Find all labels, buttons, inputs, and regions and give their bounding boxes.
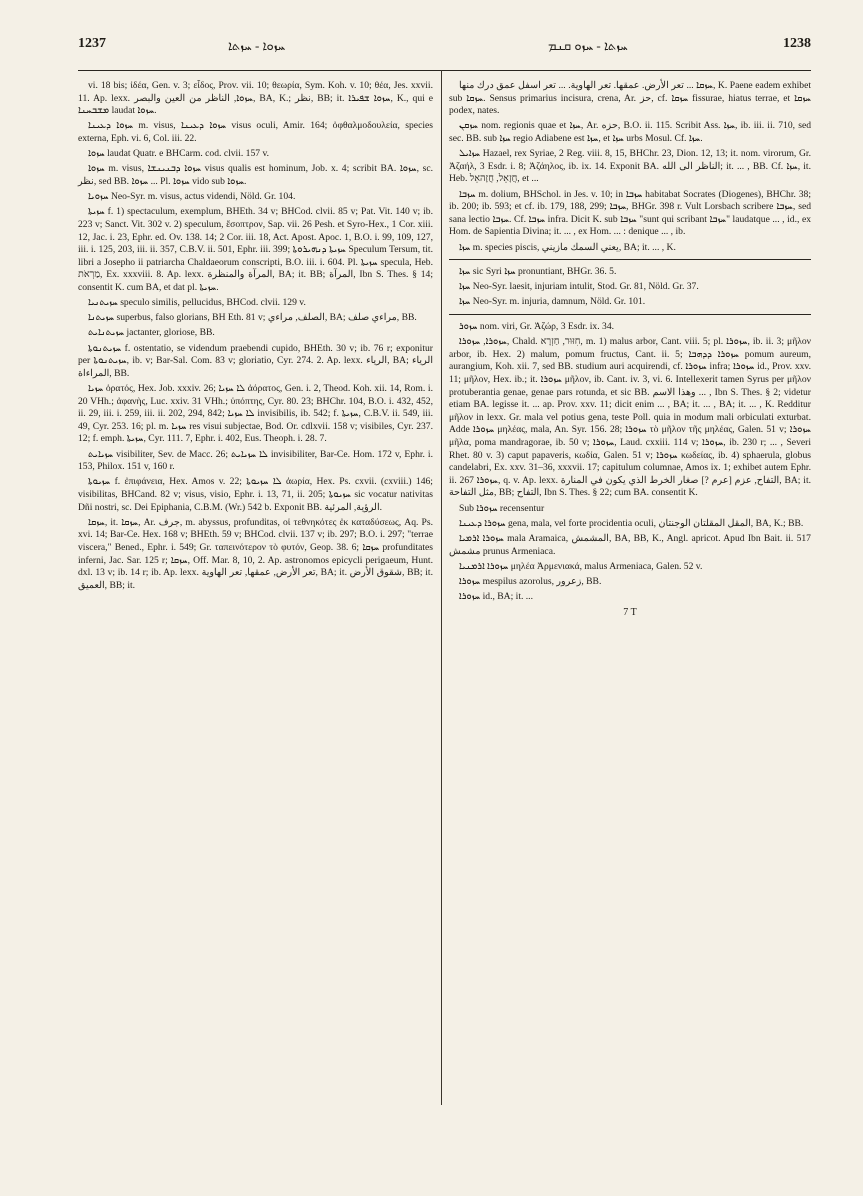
dictionary-entry: ܚܙܝܬܐ f. 1) spectaculum, exemplum, BHEth. 34 v; BHCod. clvii. 85 v; Pat. Vit. 140 v; ib. 223 v; Sanct. Vit. 302 v. 2) speculum, ἔσοπτρον, Sap. vii. 26 Pesh. et Syro-Hex., 1 Cor. xiii. 12, Jac. i. 23, Ephr. ed. Ov. 138. 14; 2 Cor. iii. 18, Act. Apost. Apoc. 1, B.O. i. 99, 109, 127, iii. i. 125, 203, iii. ii. 357, C.B.V. ii. 501, Ephr. iii. 399; ܚܙܝܬܐ ܕܢܗܝܪܘܬܐ Speculum Tersum, tit. libri a Josepho ii patriarcha Chaldaeorum conscripti, B.O. iii. i. 604. Pl. ܚܙܝܬܐ specula, Heb. מַרְאֹת, Ex. xxxviii. 8. Ap. lexx. المرآة والمنظرة, BA; it. BB; المرآة, Ibn S. Thes. § 14; consentit K. cum BA, et dat pl. ܚܙܝܬܐ. [78,206,434,293]
dictionary-entry: ܚܙܝܬܢܝܐ speculo similis, pellucidus, BHCod. clvii. 129 v. [88,297,306,309]
signature-mark: 7 T [623,606,637,618]
dictionary-entry: ܚܙܘܐ laudat Quatr. e BHCarm. cod. clvii. 157 v. [88,148,270,160]
dictionary-entry: ܚܙܐ m. species piscis, يعني السمك مازيني, BA; it. ... , K. [459,241,676,253]
dictionary-entry: ܚܙܐ sic Syri ܚܙܐ pronuntiant, BHGr. 36. 5. [459,266,617,278]
dictionary-entry: ܚܙܘܝܐ Neo-Syr. m. visus, actus videndi, Nöld. Gr. 104. [88,191,296,203]
dictionary-entry: ܚܙܝܬܢܘܬܐ f. ostentatio, se videndum praebendi cupido, BHEth. 30 v; ib. 76 r; exponitur per ܚܙܝܬܢܘܬܐ, ib. v; Bar-Sal. Com. 83 v; gloriatio, Cyr. 274. 2. Ap. lexx. الرياء, BA; الرياء المراءاة, BB. [78,342,433,379]
dictionary-entry: ܚܙܘܐ m. visus, ܚܙܘܐ ܕܒܢܝܢܫܐ visus qualis est hominum, Job. x. 4; scribit BA. ܚܙܘܐ, sc. نظر, sed BB. ܚܙܘܐ ... Pl. ܚܙܘܐ vido sub ܚܙܘܐ. [78,163,434,187]
column-divider [441,70,442,1105]
page-header [78,36,811,58]
dictionary-entry: ܚܙܐ Neo-Syr. laesit, injuriam intulit, Stod. Gr. 81, Nöld. Gr. 37. [459,281,699,293]
dictionary-entry: ܚܙܘܪܐ id., BA; it. ... [459,591,533,603]
dictionary-entry: ܚܙܘܪܐ ܕܥܝܢܐ gena, mala, vel forte procidentia oculi, المقل المقلتان الوجنتان, BA, K.; BB. [459,517,804,529]
dictionary-entry: ܚܙܐ Neo-Syr. m. injuria, damnum, Nöld. Gr. 101. [459,296,646,308]
left-page-number: 1237 [78,36,106,51]
right-column [449,80,811,619]
dictionary-entry: ܚܙܘܪܐ, ܚܙܘܪܐ, Chald. חִזּוּר, חַזְרָא, m. 1) malus arbor, Cant. viii. 5; pl. ܚܙܘܪܐ, ib. ii. 3; μῆλον arbor, ib. Hex. 2) malum, pomum fructus, Cant. ii. 5; ܚܙܘܪܐ ܕܕܗܒܐ pomum aureum, aurangium, Koh. xii. 7, sed BB. studium auri acquirendi, cf. ܚܙܘܪܐ infra; ܚܙܘܪܐ id., Prov. xxv. 11; μῆλον, Hex. ib.; it. ܚܙܘܪܐ μῆλον, ib. Cant. iv. 3, vi. 6. Intellexerit tamen Syrus per μῆλον protuberantia genae, genae pars rotunda, et sic BB. وهذا الاسم ... , Ibn S. Thes. § 2; videtur etiam BA. legisse it. ... ap. Prov. xxv. 11; dicit enim ... , BA; it. ... , BA; it. ... , K. Redditur μῆλον in lexx. Gr. mala vel potius gena, teste Poll. quia in modum mali orbiculati exturbat. Adde ܚܙܘܪܐ μηλέας, mala, An. Syr. 156. 28; ܚܙܘܪܐ τὸ μῆλον τῆς μηλέας, Galen. 51 v; ܚܙܘܪܐ μῆλα, poma mandragorae, ib. 50 v; ܚܙܘܪܐ, Laud. cxxiii. 114 v; ܚܙܘܪܐ, ib. 230 r; ... , Severi Rhet. 80 v. 3) caput papaveris, κωδία, Galen. 51 v; ܚܙܘܪܐ κωδείας, ib. 4) sphaerula, globus candelabri, Ex. xxv. 31–36, xxxvii. 17; capitulum columnae, Amos ix. 1; exhibet autem Ephr. ii. 267 ܚܙܘܪܐ, q. v. Ap. lexx. التفاح, عزم [عرم ?] صغار الخرط الذي يكون في المنارة, BA; it. مثل التفاحة, BB; التفاح, Ibn S. Thes. § 22; cum BA. consentit K. [449,336,812,499]
dictionary-entry: ܚܙܝܬܢܐܝܬ jactanter, gloriose, BB. [88,327,215,339]
dictionary-entry: ܚܙܘܐ ܕܥܝܢܐ m. visus, ܚܙܘܐ ܕܥܝܢܐ visus oculi, Amir. 164; ὀφθαλμοδουλεία, species externa, Eph. vi. 6, Col. iii. 22. [78,120,433,144]
dictionary-entry: ܚܙܩܢ nom. regionis quae et ܚܙܐ, Ar. حزه, B.O. ii. 115. Scribit Ass. ܚܙܐ, ib. iii. ii. 710, sed sec. BB. sub ܚܙܐ regio Adiabene est ܚܙܐ, et ܚܙܐ urbs Mosul. Cf. ܚܙܐ. [449,120,812,144]
dictionary-entry: vi. 18 bis; ἰδέα, Gen. v. 3; εἶδος, Prov. vii. 10; θεωρία, Sym. Koh. v. 10; θέα, Jes. xxvii. 11. Ap. lexx. ܚܙܘܐ, الناظر من العين والبصر, BA, K.; نظر, BB; it. ܚܙܘܐ ܫܦܝܪܐ, K., qui e ܡܫܒܚܢܐ laudat ܚܙܘܐ. [78,80,434,117]
dictionary-entry: ܚܙܘܪܐ ܐܪܡܢܝܐ μηλέα Ἀρμενιακά, malus Armeniaca, Galen. 52 v. [459,560,703,572]
left-column [78,80,433,595]
header-rule [78,70,811,71]
dictionary-entry: Sub ܚܙܘܪܐ recensentur [459,502,545,514]
section-rule [449,259,811,260]
dictionary-entry: ܚܙܝܐ ὁρατός, Hex. Job. xxxiv. 26; ܠܐ ܚܙܝܐ ἀόρατος, Gen. i. 2, Theod. Koh. xii. 14, Rom. i. 20 VHh.; ἀφανὴς, Luc. xxiv. 31 VHh.; ὑπόπτης, Cyr. 80. 23; BHChr. 104, B.O. i. 432, 452, ii. 29, iii. i. 259, iii. ii. 202, 294, 842; ܠܐ ܚܙܝܐ invisibilis, ib. 542; f. ܚܙܝܬܐ, C.B.V. ii. 549, iii. 49, Cyr. 253. 16; pl. m. ܚܙܝܐ res visui subjectae, Bod. Or. cdlxvii. 158 v; visibiles, Cyr. 237. 12; f. emph. ܚܙܝܬܐ, Cyr. 111. 7, Ephr. i. 402, Eus. Theoph. i. 28. 7. [78,383,434,445]
left-running-head: ܚܙܘܐ - ܚܙܬܐ [228,38,286,53]
right-running-head: ܚܙܬܐ - ܚܙܘ ܩܢܡ [548,38,628,53]
dictionary-entry: ܚܙܩܐ, it. ܚܙܩܐ, Ar. جرف, m. abyssus, profunditas, οἱ τεθνηκότες ἐκ καταδύσεως, Aq. Ps. xvi. 14; Bar-Ce. Hex. 168 v; BHEth. 59 v; BHCod. clvii. 137 v; ib. 297; B.O. i. 297; "terrae viscera," Bened., Ephr. i. 549; Gr. ταπεινότερον τὸ φυτόν, Geop. 38. 6; ܚܙܩܐ profunditates inferni, Jac. Sar. 125 r; ܚܙܩܐ, Off. Mar. 8, 10, 2. Ap. astronomos epicycli perigaeum, Hunt. dxl. 13 v; ib. 14 r; ib. Ap. lexx. تعر الأرض, عمقها, تعر الهاوية, BA; it. شقوق الأرض, BB; it. العميق, BB; it. [78,516,433,591]
dictionary-entry: ܚܙܘܪܐ ܐܪܡܝܐ mala Aramaica, المشمش, BA, BB, K., Angl. apricot. Apud Ibn Bait. ii. 517 مشمش prunus Armeniaca. [449,532,811,557]
dictionary-entry: ܚܙܐܝܠ Hazael, rex Syriae, 2 Reg. viii. 8, 15, BHChr. 23, Dion. 12, 13; it. nom. virorum, Gr. Ἀζαήλ, 3 Esdr. i. 8; Ἀζάηλος, ib. ix. 14. Exponit BA. الناظر الى الله; it. ... , BB. Cf. ܚܙܐ, it. Heb. חֲזָאֵל, חֲזָהאֵל, et ... [449,148,811,185]
dictionary-entry: ܚܙܩܐ ... تعر الأرض. عمقها. تعر الهاوية. ... تعر اسفل عمق درك منها, K. Paene eadem exhibet sub ܚܙܩܐ. Sensus primarius incisura, crena, Ar. حز, cf. ܚܙܩܐ fissurae, hiatus terrae, et ܚܙܩܐ podex, nates. [449,80,812,117]
dictionary-entry: ܚܙܘܪ nom. viri, Gr. Ἀζώρ, 3 Esdr. ix. 34. [459,321,615,333]
dictionary-entry: ܚܙܝܘܬܐ f. ἐπιφάνεια, Hex. Amos v. 22; ܠܐ ܚܙܝܘܬܐ ἀωρία, Hex. Ps. cxvii. (cxviii.) 146; visibilitas, BHCand. 82 v; visus, visio, Ephr. i. 13, 71, ii. 205; ܚܙܝܘܬܐ sic vocatur nativitas Dñi nostri, sc. Dei Epiphania, C.B.M. (Wr.) 542 b. Exponit BB. الرؤية, المرئية. [78,476,433,513]
dictionary-entry: ܚܙܝܬܢܐ superbus, falso glorians, BH Eth. 81 v; الصلف, مراءي, BA; مراءي صلف, BB. [88,312,417,324]
right-page-number: 1238 [783,36,811,51]
dictionary-entry: ܚܙܘܪܐ mespilus azorolus, زعرور, BB. [459,575,602,587]
dictionary-entry: ܚܙܝܐܝܬ visibiliter, Sev. de Macc. 26; ܠܐ ܚܙܝܐܝܬ invisibiliter, Bar-Ce. Hom. 172 v, Ephr. i. 153, Philox. 151 v, 160 r. [78,448,433,473]
dictionary-entry: ܚܙܒܐ m. dolium, BHSchol. in Jes. v. 10; in ܚܙܒܐ habitabat Socrates (Diogenes), BHChr. 38; ib. 200; ib. 593; et cf. ib. 179, 188, 299; ܚܙܒܐ, BHGr. 398 r. Vult Lorsbach scribere ܚܙܒܐ, sed sana lectio ܚܙܒܐ. Cf. ܚܙܒܐ infra. Dicit K. sub ܚܙܒܐ "sunt qui scribant ܚܙܒܐ" laudatque ... , id., ex Hom. de Sapientia Divina; it. ... , ex Hom. ... : denique ... , ib. [449,188,812,238]
section-rule [449,314,811,315]
